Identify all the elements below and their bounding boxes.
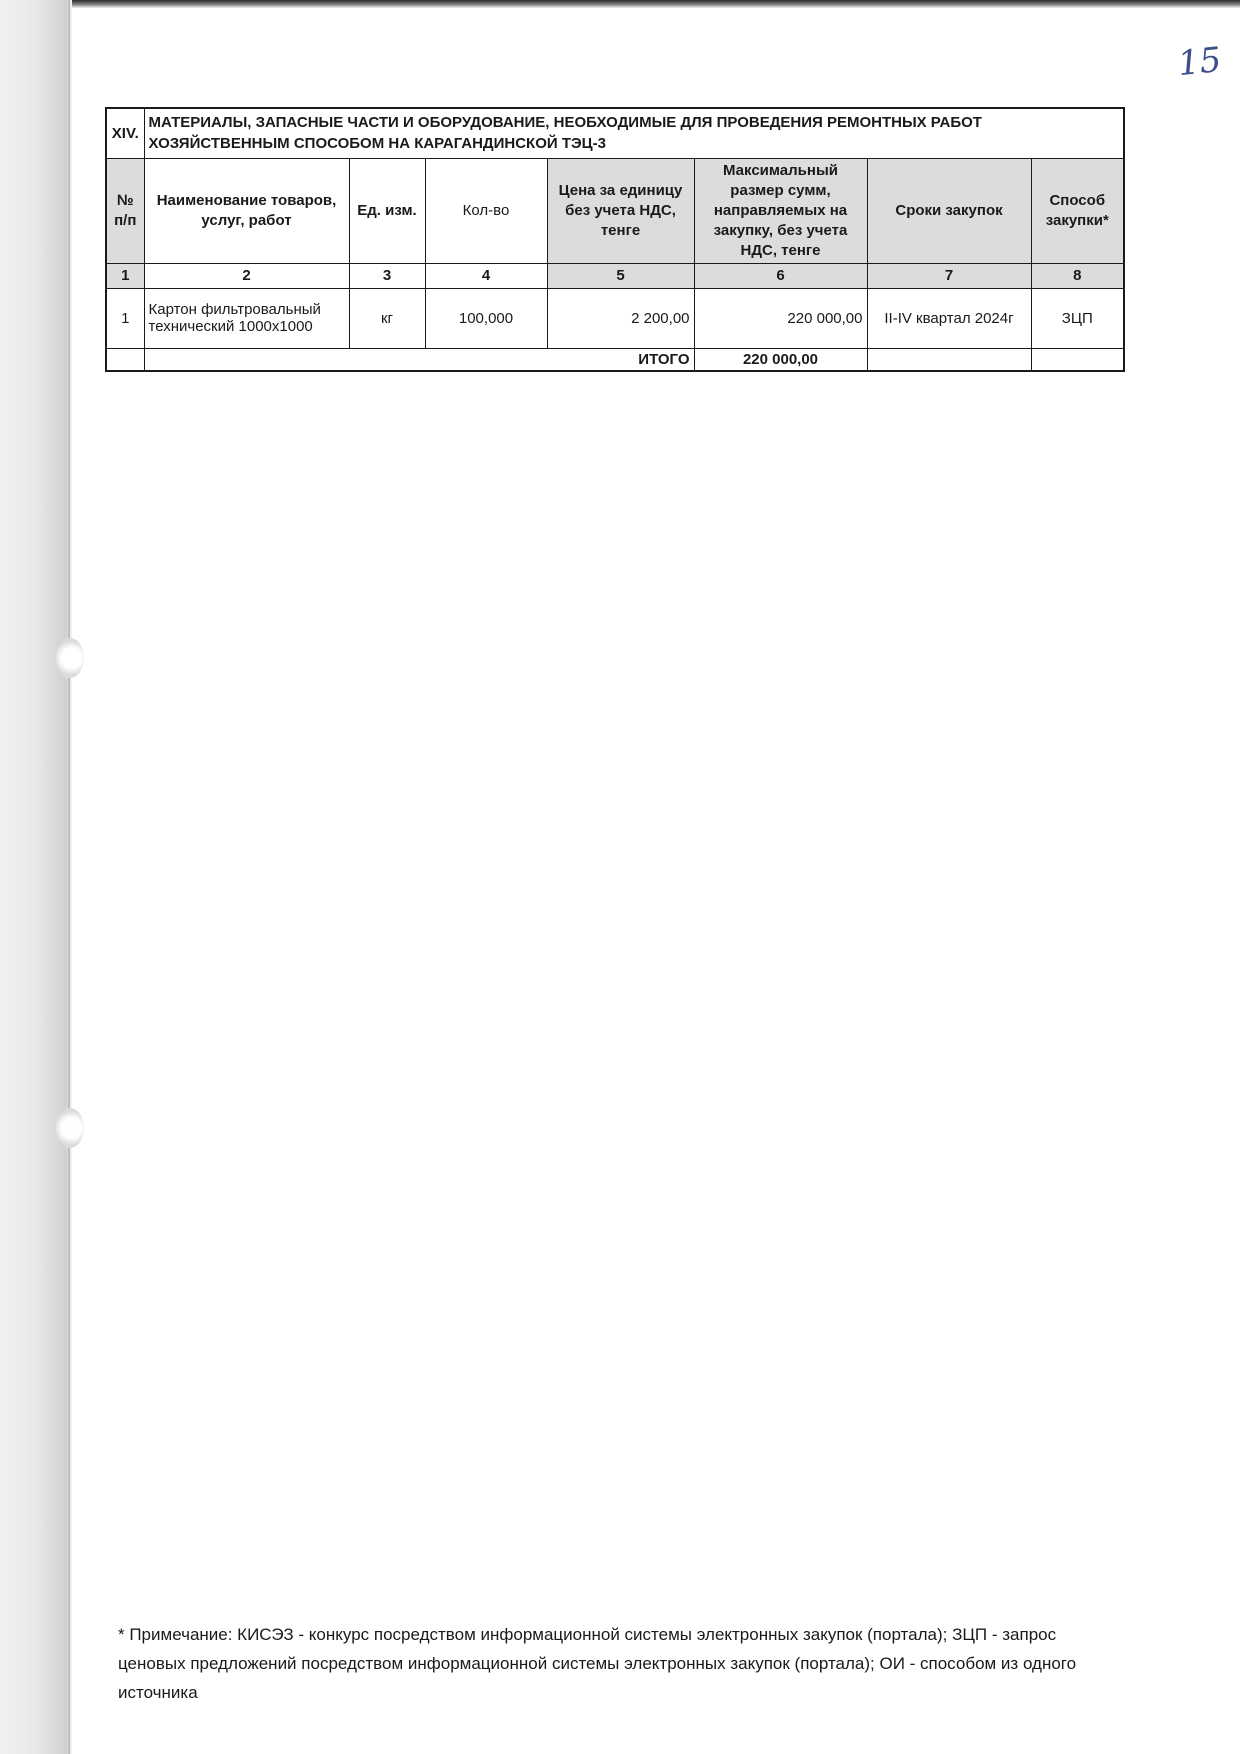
handwritten-page-number: 15 (1176, 39, 1224, 85)
punch-hole (56, 1108, 84, 1148)
item-quantity: 100,000 (425, 288, 547, 348)
header-cell: Наименование товаров, услуг, работ (144, 158, 349, 263)
column-number: 4 (425, 263, 547, 288)
scan-page-edge (68, 0, 70, 1754)
row-number: 1 (106, 288, 144, 348)
section-title: МАТЕРИАЛЫ, ЗАПАСНЫЕ ЧАСТИ И ОБОРУДОВАНИЕ, НЕОБХОДИМЫЕ ДЛЯ ПРОВЕДЕНИЯ РЕМОНТНЫХ РАБОТ ХОЗЯЙСТВЕННЫМ СПОСОБОМ НА КАРАГАНДИНСКОЙ ТЭЦ-3 (144, 108, 1124, 158)
column-number: 6 (694, 263, 867, 288)
scan-top-edge (0, 0, 1240, 8)
column-number: 2 (144, 263, 349, 288)
column-number: 5 (547, 263, 694, 288)
total-row (106, 348, 1124, 371)
header-cell: Сроки закупок (867, 158, 1031, 263)
column-number: 1 (106, 263, 144, 288)
empty-cell (106, 348, 144, 371)
header-cell: Ед. изм. (349, 158, 425, 263)
item-method: ЗЦП (1031, 288, 1124, 348)
header-cell: Максимальный размер сумм, направляемых на закупку, без учета НДС, тенге (694, 158, 867, 263)
empty-cell (867, 348, 1031, 371)
column-number: 7 (867, 263, 1031, 288)
header-cell: Цена за единицу без учета НДС, тенге (547, 158, 694, 263)
section-number: XIV. (106, 108, 144, 158)
footnote: * Примечание: КИСЭЗ - конкурс посредством информационной системы электронных закупок (портала); ЗЦП - запрос ценовых предложений посредством информационной системы электронных закупок (портала); ОИ - способом из одного источника (118, 1625, 1077, 1702)
column-number: 3 (349, 263, 425, 288)
item-price: 2 200,00 (547, 288, 694, 348)
scan-binding-shadow (0, 0, 72, 1754)
header-cell: Способ закупки* (1031, 158, 1124, 263)
item-unit: кг (349, 288, 425, 348)
header-cell: Кол-во (425, 158, 547, 263)
column-number: 8 (1031, 263, 1124, 288)
punch-hole (56, 638, 84, 678)
item-name: Картон фильтровальный технический 1000x1000 (144, 288, 349, 348)
section-header-row (106, 108, 1124, 158)
total-value: 220 000,00 (694, 348, 867, 371)
total-label: ИТОГО (144, 348, 694, 371)
item-period: II-IV квартал 2024г (867, 288, 1031, 348)
header-cell: № п/п (106, 158, 144, 263)
item-max-sum: 220 000,00 (694, 288, 867, 348)
column-header-row (106, 158, 1124, 263)
table-row (106, 288, 1124, 348)
procurement-table (105, 107, 1125, 372)
empty-cell (1031, 348, 1124, 371)
column-number-row (106, 263, 1124, 288)
